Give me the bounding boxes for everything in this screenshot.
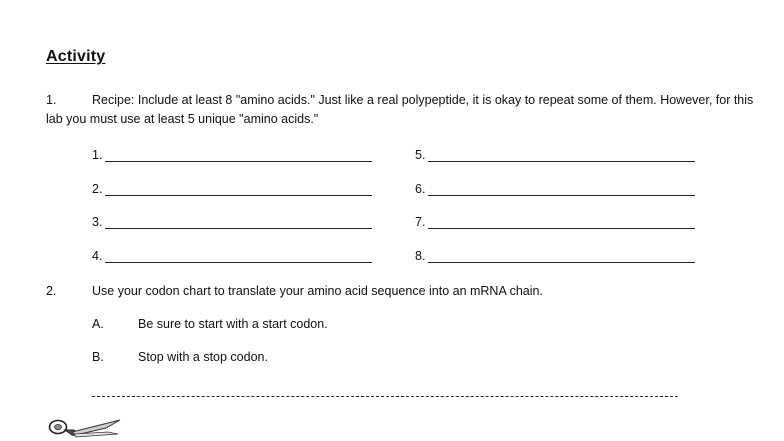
blank-row (92, 249, 712, 283)
item-1-text: Recipe: Include at least 8 "amino acids." Just like a real polypeptide, it is okay to repeat some of them. However, for this lab you must use at least 5 unique "amino acids." (46, 93, 754, 126)
sub-b-text: Stop with a stop codon. (138, 350, 268, 364)
activity-heading: Activity (46, 48, 106, 65)
sub-a-text: Be sure to start with a start codon. (138, 317, 328, 331)
item-1-number: 1. (46, 93, 57, 107)
item-2-text: Use your codon chart to translate your amino acid sequence into an mRNA chain. (92, 284, 543, 298)
blank-number: 5. (415, 148, 426, 162)
blank-line[interactable] (105, 215, 372, 229)
blank-line[interactable] (428, 249, 695, 263)
blank-line[interactable] (105, 249, 372, 263)
blank-2[interactable] (92, 182, 372, 196)
blank-line[interactable] (105, 148, 372, 162)
blank-4[interactable] (92, 249, 372, 263)
amino-acid-blanks (92, 148, 712, 282)
blank-number: 1. (92, 148, 103, 162)
blank-row (92, 215, 712, 249)
blank-line[interactable] (428, 182, 695, 196)
sub-b-letter: B. (92, 350, 104, 364)
item-2-sub-b (92, 350, 268, 364)
scissors-icon (46, 414, 124, 441)
blank-line[interactable] (105, 182, 372, 196)
blank-7[interactable] (415, 215, 695, 229)
blank-number: 6. (415, 181, 426, 196)
item-2-sub-a (92, 317, 328, 331)
blank-1[interactable] (92, 148, 372, 162)
item-1 (46, 91, 766, 129)
item-2 (46, 284, 543, 298)
blank-number: 8. (415, 248, 426, 263)
item-2-number: 2. (46, 284, 57, 298)
blank-line[interactable] (428, 215, 695, 229)
blank-row (92, 148, 712, 182)
blank-row (92, 182, 712, 216)
blank-number: 7. (415, 215, 426, 229)
cut-line (92, 396, 678, 397)
blank-number: 4. (92, 248, 103, 263)
blank-8[interactable] (415, 249, 695, 263)
blank-5[interactable] (415, 148, 695, 162)
blank-3[interactable] (92, 215, 372, 229)
blank-number: 3. (92, 215, 103, 229)
blank-6[interactable] (415, 182, 695, 196)
blank-number: 2. (92, 181, 103, 196)
blank-line[interactable] (428, 148, 695, 162)
sub-a-letter: A. (92, 317, 104, 331)
